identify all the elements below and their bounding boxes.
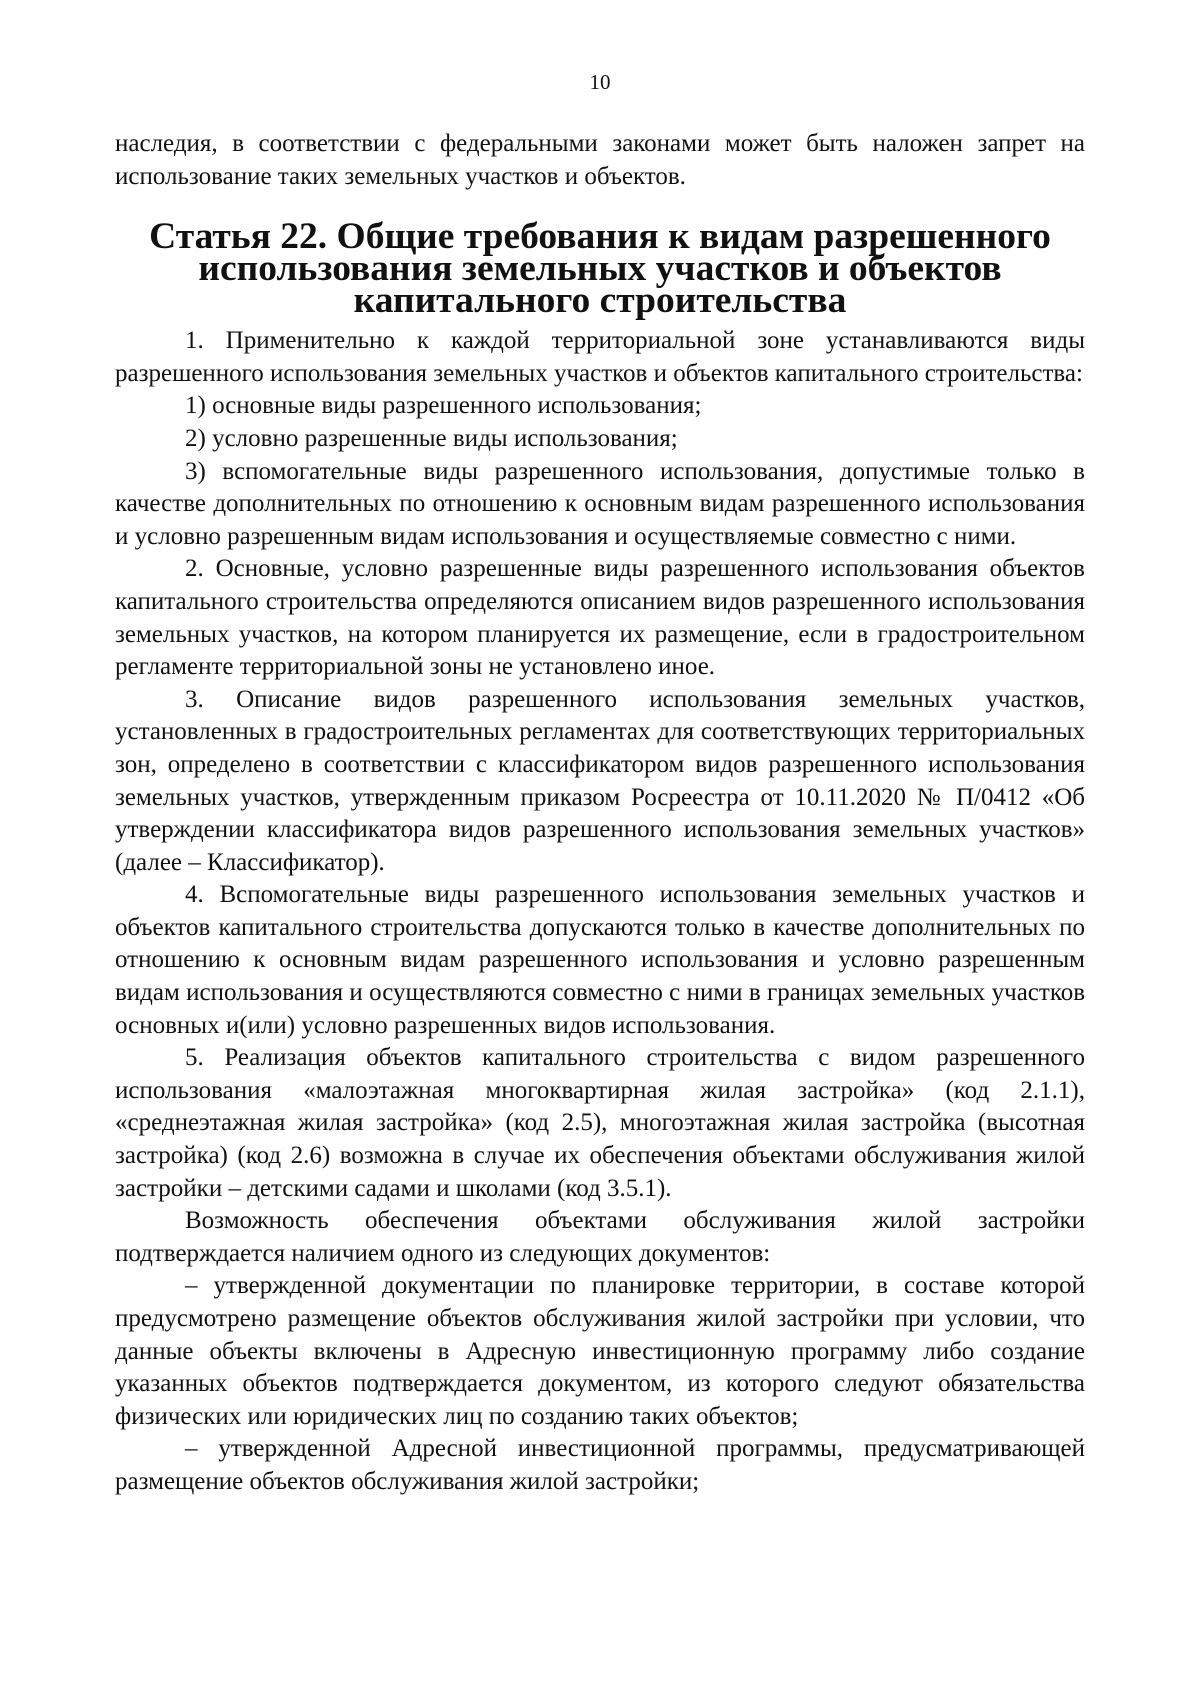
- list-item-1: 1) основные виды разрешенного использования;: [185, 392, 702, 420]
- list-item-2: 2) условно разрешенные виды использования;: [185, 424, 678, 452]
- dash-item-2: – утвержденной Адресной инвестиционной программы, предусматривающей размещение объектов обслуживания жилой застройки;: [115, 1435, 1085, 1495]
- opening-paragraph: наследия, в соответствии с федеральными законами может быть наложен запрет на использование таких земельных участков и объектов.: [115, 130, 1085, 190]
- paragraph-4: 4. Вспомогательные виды разрешенного использования земельных участков и объектов капитального строительства допускаются только в качестве дополнительных по отношению к основным видам разрешенного использования и условно разрешенным видам использования и осуществляются совместно с ними в границах земельных участков основных и(или) условно разрешенных видов использования.: [115, 881, 1085, 1039]
- paragraph-possibility: Возможность обеспечения объектами обслуживания жилой застройки подтверждается наличием одного из следующих документов:: [115, 1207, 1085, 1267]
- document-body: [115, 128, 1085, 1499]
- paragraph-1: 1. Применительно к каждой территориальной зоне устанавливаются виды разрешенного использования земельных участков и объектов капитального строительства:: [115, 327, 1085, 387]
- list-item-3: 3) вспомогательные виды разрешенного использования, допустимые только в качестве дополнительных по отношению к основным видам разрешенного использования и условно разрешенным видам использования и осуществляемые совместно с ними.: [115, 457, 1085, 550]
- paragraph-2: 2. Основные, условно разрешенные виды разрешенного использования объектов капитального строительства определяются описанием видов разрешенного использования земельных участков, на котором планируется их размещение, если в градостроительном регламенте территориальной зоны не установлено иное.: [115, 555, 1085, 681]
- dash-item-1: – утвержденной документации по планировке территории, в составе которой предусмотрено размещение объектов обслуживания жилой застройки при условии, что данные объекты включены в Адресную инвестиционную программу либо создание указанных объектов подтверждается документом, из которого следуют обязательства физических или юридических лиц по созданию таких объектов;: [115, 1272, 1085, 1430]
- page-number: 10: [589, 70, 611, 94]
- paragraph-5: 5. Реализация объектов капитального строительства с видом разрешенного использования «малоэтажная многоквартирная жилая застройка» (код 2.1.1), «среднеэтажная жилая застройка» (код 2.5), многоэтажная жилая застройка (высотная застройка) (код 2.6) возможна в случае их обеспечения объектами обслуживания жилой застройки – детскими садами и школами (код 3.5.1).: [115, 1044, 1085, 1202]
- paragraph-3: 3. Описание видов разрешенного использования земельных участков, установленных в градостроительных регламентах для соответствующих территориальных зон, определено в соответствии с классификатором видов разрешенного использования земельных участков, утвержденным приказом Росреестра от 10.11.2020 № П/0412 «Об утверждении классификатора видов разрешенного использования земельных участков» (далее – Классификатор).: [115, 685, 1085, 876]
- article-heading: Статья 22. Общие требования к видам разрешенного использования земельных участков и объектов капитального строительства: [149, 216, 1051, 322]
